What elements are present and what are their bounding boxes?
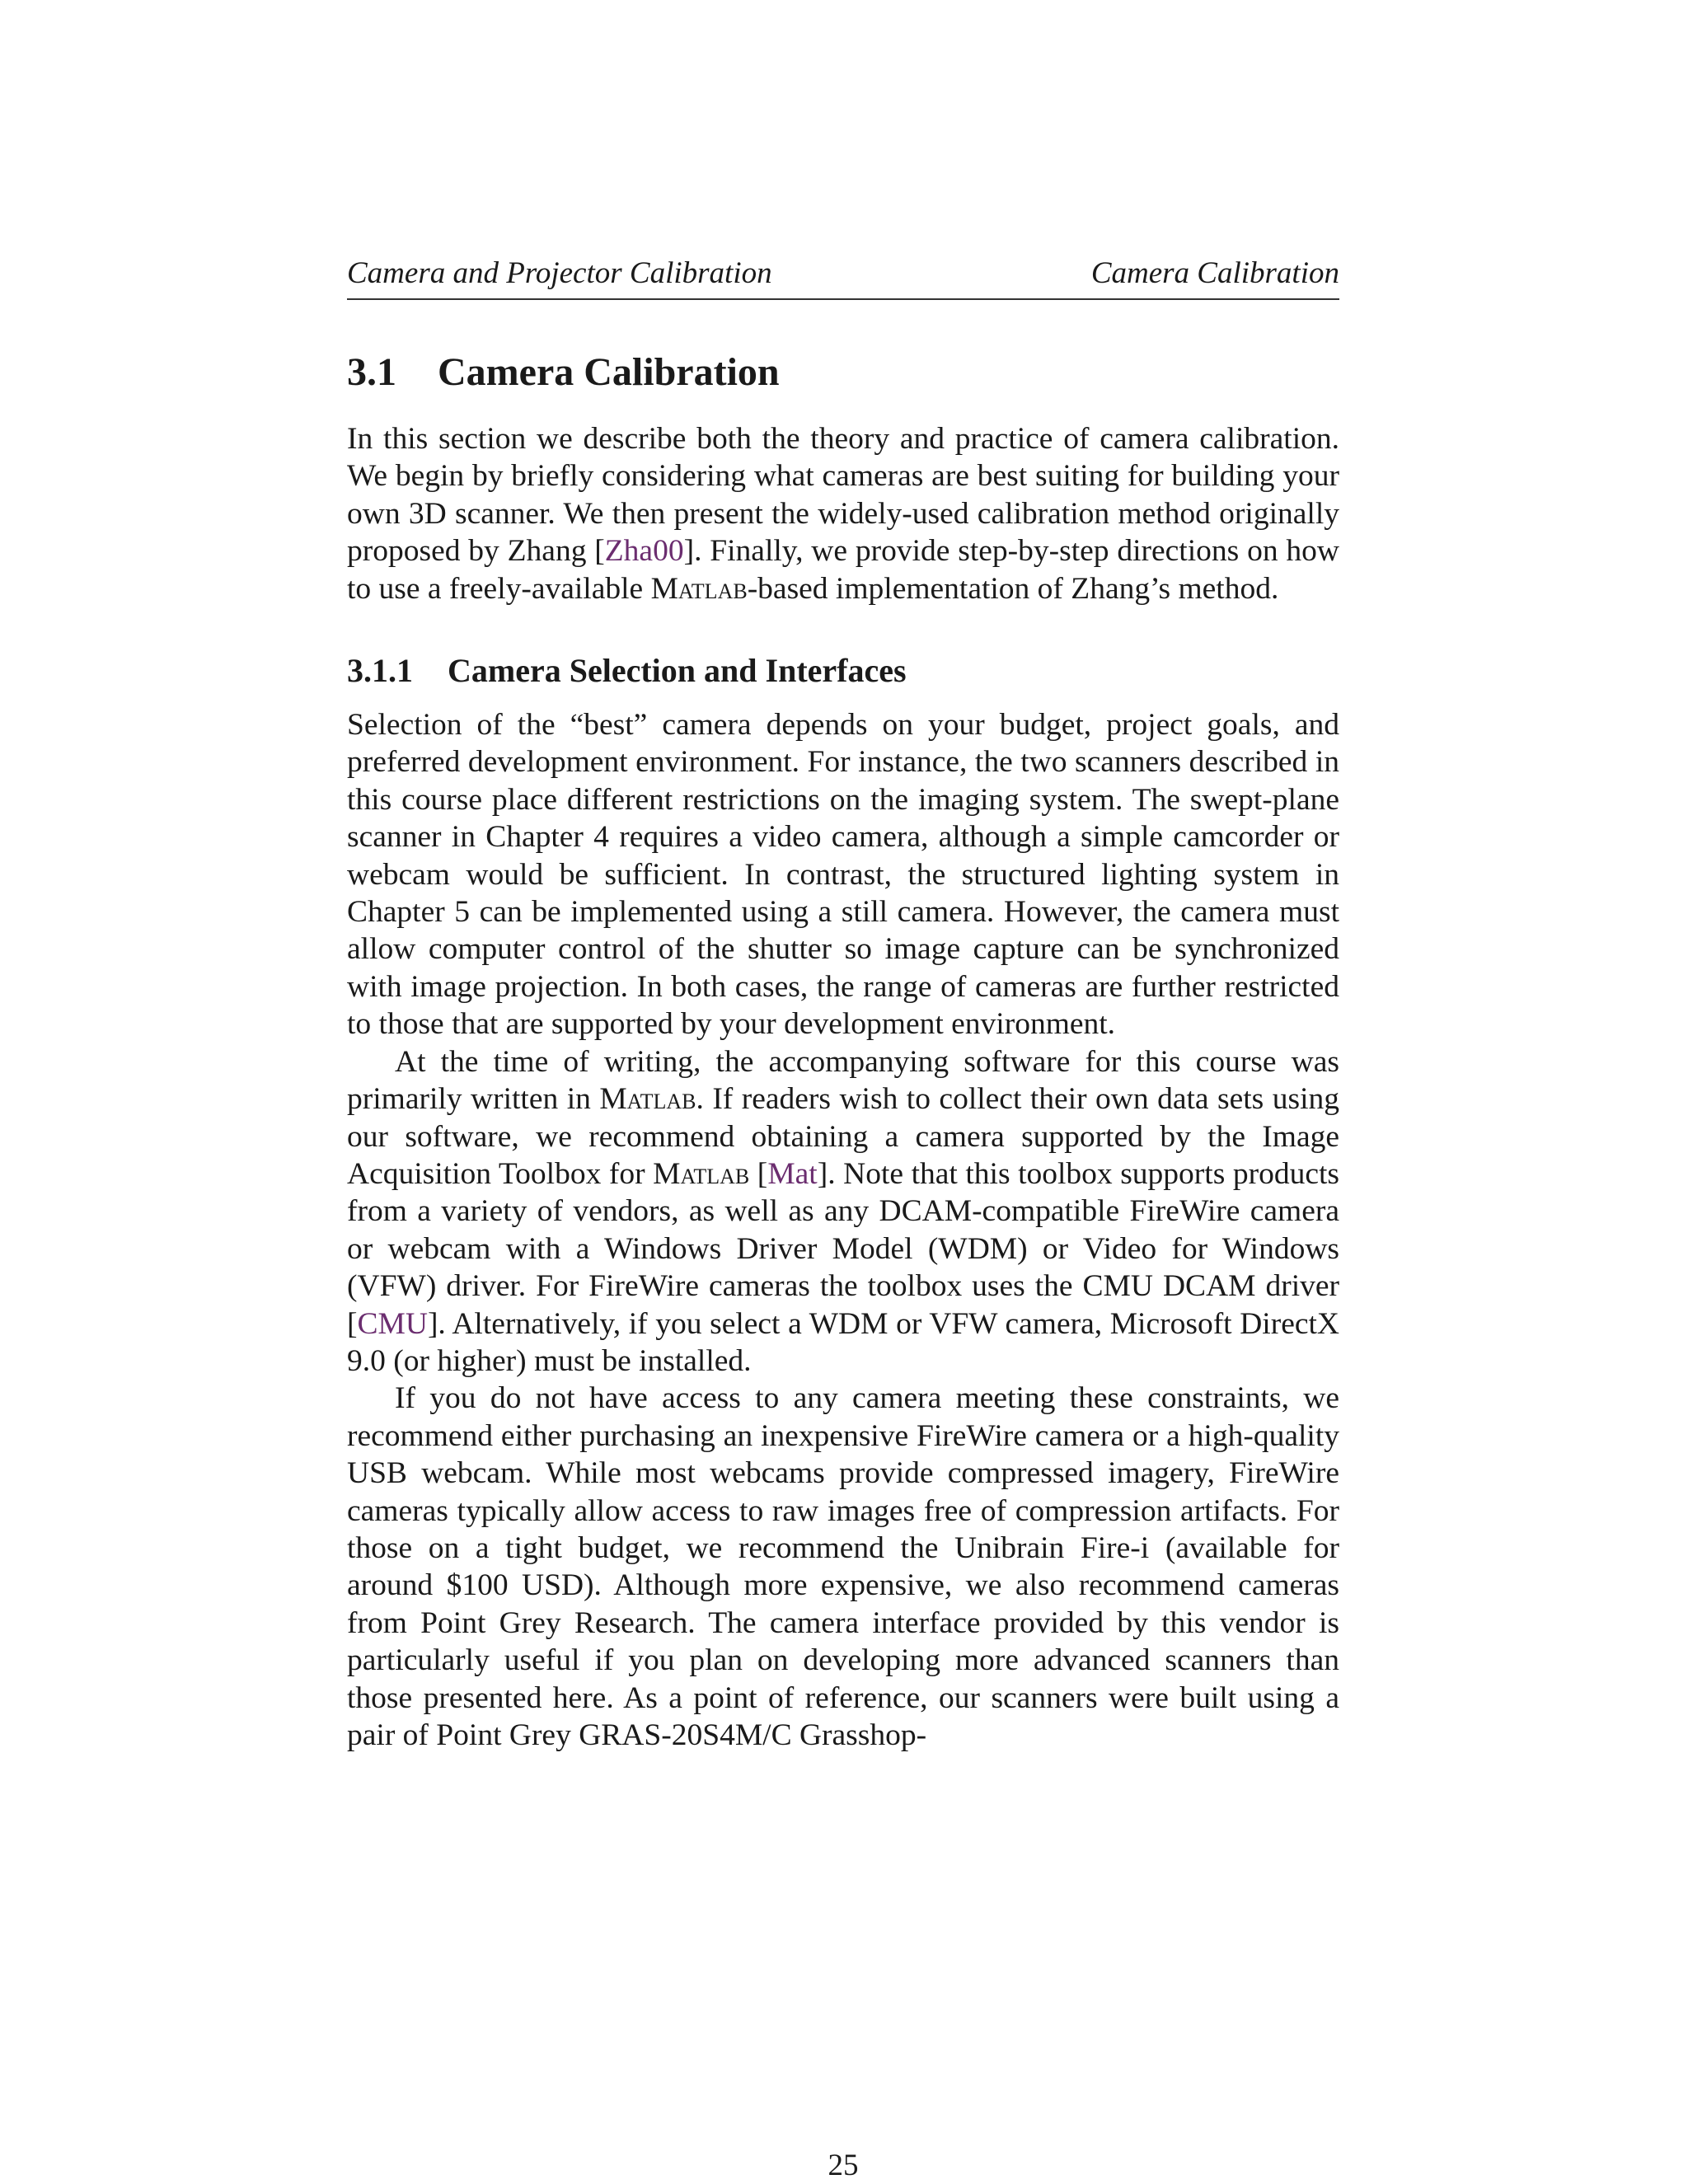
p2-text-4: ]. Note that this toolbox supports products from a variety of vendors, as well as any DCAM-compatible FireWire camera or webcam with a Windows Driver Model (WDM) or Video for Windows (VFW) driver. For FireWire cameras the toolbox uses the CMU DCAM driver [ xyxy=(347,1156,1340,1341)
p2-text-1: At the time of writing, the accompanying software for this course was primarily written in xyxy=(347,1044,1339,1117)
running-header-chapter: Camera and Projector Calibration xyxy=(347,256,772,290)
section-number: 3.1 xyxy=(347,350,396,394)
body-paragraph-2 xyxy=(347,1043,1339,1380)
intro-paragraph xyxy=(347,420,1339,607)
citation-link-zha00[interactable]: Zha00 xyxy=(604,534,684,569)
p2-text-3: [ xyxy=(749,1156,768,1191)
citation-link-mat[interactable]: Mat xyxy=(767,1156,818,1191)
matlab-name: Matlab xyxy=(650,571,748,606)
section-title: Camera Calibration xyxy=(438,350,780,394)
matlab-name: Matlab xyxy=(599,1082,696,1117)
intro-text-2: ]. Finally, we provide step-by-step directions on how to use a freely-available xyxy=(347,534,1339,606)
p2-text-5: ]. Alternatively, if you select a WDM or VFW camera, Microsoft DirectX 9.0 (or higher) must be installed. xyxy=(347,1306,1339,1378)
body-paragraph-1: Selection of the “best” camera depends on your budget, project goals, and preferred development environment. For instance, the two scanners described in this course place different restrictions on the imaging system. The swept-plane scanner in Chapter 4 requires a video camera, although a simple camcorder or webcam would be sufficient. In contrast, the structured lighting system in Chapter 5 can be implemented using a still camera. However, the camera must allow computer control of the shutter so image capture can be synchronized with image projection. In both cases, the range of cameras are further restricted to those that are supported by your development environment. xyxy=(347,708,1339,1042)
p2-text-2: . If readers wish to collect their own data sets using our software, we recommend obtaining a camera supported by the Image Acquisition Toolbox for xyxy=(347,1082,1339,1191)
document-page xyxy=(347,255,1340,2182)
citation-link-cmu[interactable]: CMU xyxy=(357,1306,428,1341)
section-heading xyxy=(347,348,1339,397)
body-paragraph-3: If you do not have access to any camera meeting these constraints, we recommend either purchasing an inexpensive FireWire camera or a high-quality USB webcam. While most webcams provide compressed imagery, FireWire cameras typically allow access to raw images free of compression artifacts. For those on a tight budget, we recommend the Unibrain Fire-i (available for around $100 USD). Although more expensive, we also recommend cameras from Point Grey Research. The camera interface provided by this vendor is particularly useful if you plan on developing more advanced scanners than those presented here. As a point of reference, our scanners were built using a pair of Point Grey GRAS-20S4M/C Grasshop- xyxy=(347,1381,1339,1752)
running-header-section: Camera Calibration xyxy=(1090,256,1339,290)
matlab-name: Matlab xyxy=(653,1156,750,1191)
page-number: 25 xyxy=(828,2149,859,2182)
intro-text-3: -based implementation of Zhang’s method. xyxy=(747,571,1279,606)
subsection-heading xyxy=(347,650,1339,691)
subsection-title: Camera Selection and Interfaces xyxy=(448,652,907,690)
subsection-number: 3.1.1 xyxy=(347,652,413,690)
intro-text-1: In this section we describe both the theory and practice of camera calibration. We begin by briefly considering what cameras are best suiting for building your own 3D scanner. We then present the widely-used calibration method originally proposed by Zhang [ xyxy=(347,422,1339,569)
running-header xyxy=(347,255,1339,300)
